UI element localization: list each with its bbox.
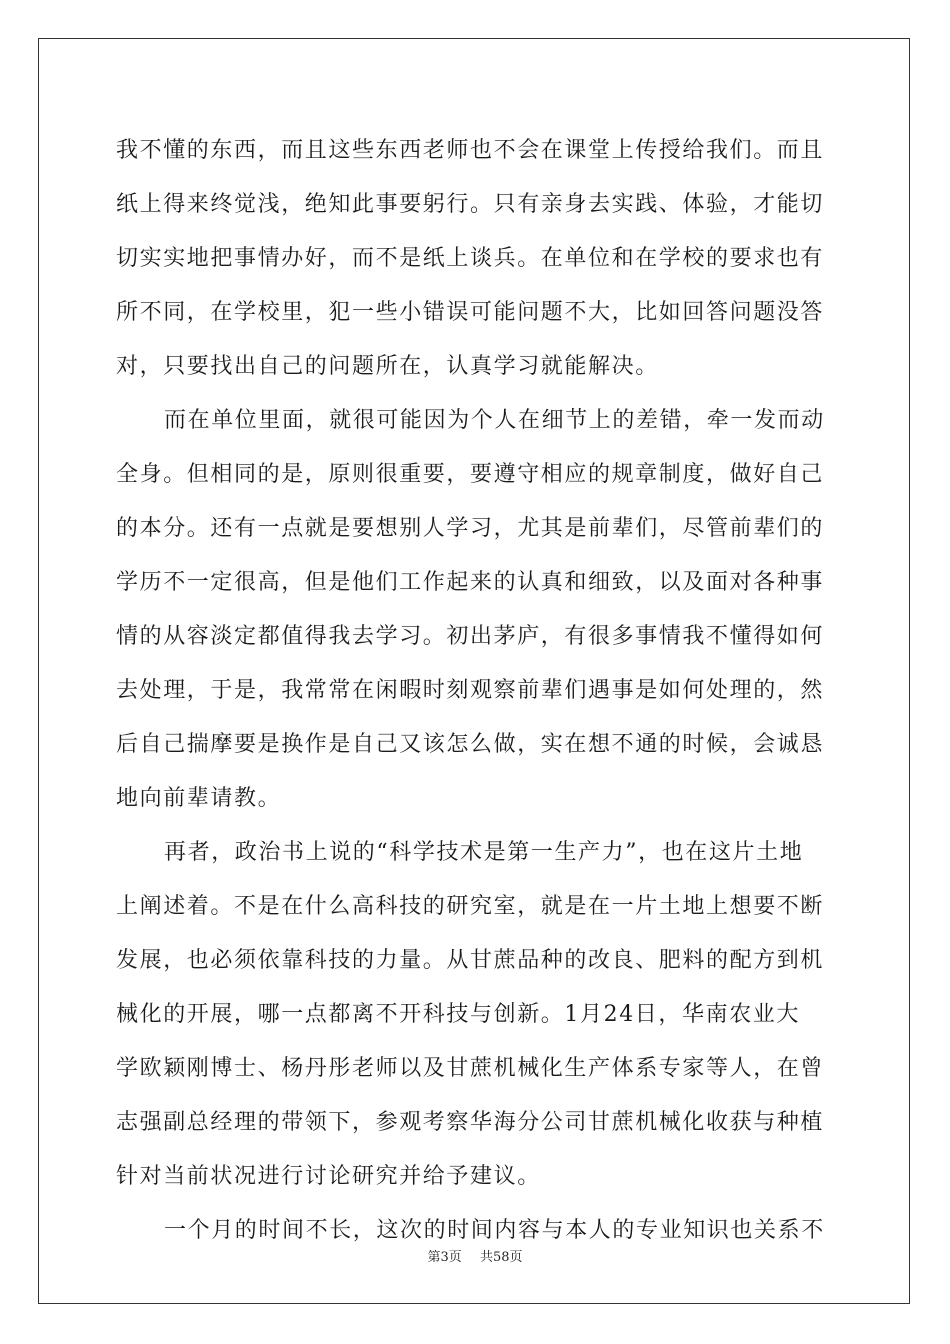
text-line: 针对当前状况进行讨论研究并给予建议。	[116, 1164, 541, 1189]
text-line: 学历不一定很高，但是他们工作起来的认真和细致，以及面对各种事	[116, 570, 825, 595]
text-line: 志强副总经理的带领下，参观考察华海分公司甘蔗机械化收获与种植	[116, 1110, 825, 1135]
text-line: 地向前辈请教。	[116, 786, 282, 811]
text-line: 我不懂的东西，而且这些东西老师也不会在课堂上传授给我们。而且	[116, 138, 825, 163]
paragraph-start-line: 而在单位里面，就很可能因为个人在细节上的差错，牵一发而动	[164, 408, 825, 433]
text-line: 学欧颖刚博士、杨丹彤老师以及甘蔗机械化生产体系专家等人，在曾	[116, 1056, 825, 1081]
text-line: 情的从容淡定都值得我去学习。初出茅庐，有很多事情我不懂得如何	[116, 624, 825, 649]
text-line: 所不同，在学校里，犯一些小错误可能问题不大，比如回答问题没答	[116, 300, 825, 325]
paragraph-start-line: 再者，政治书上说的“科学技术是第一生产力”，也在这片土地	[164, 840, 804, 865]
text-line: 的本分。还有一点就是要想别人学习，尤其是前辈们，尽管前辈们的	[116, 516, 825, 541]
text-line: 后自己揣摩要是换作是自己又该怎么做，实在想不通的时候，会诚恳	[116, 732, 825, 757]
total-pages: 共58页	[479, 1250, 523, 1265]
text-line: 切实实地把事情办好，而不是纸上谈兵。在单位和在学校的要求也有	[116, 246, 825, 271]
paragraph-start-line: 一个月的时间不长，这次的时间内容与本人的专业知识也关系不	[164, 1218, 825, 1243]
text-line: 去处理，于是，我常常在闲暇时刻观察前辈们遇事是如何处理的，然	[116, 678, 825, 703]
text-line: 上阐述着。不是在什么高科技的研究室，就是在一片土地上想要不断	[116, 894, 825, 919]
page-footer	[0, 1246, 950, 1265]
page-number: 第3页	[427, 1250, 462, 1265]
text-line: 发展，也必须依靠科技的力量。从甘蔗品种的改良、肥料的配方到机	[116, 948, 825, 973]
text-line: 械化的开展，哪一点都离不开科技与创新。1月24日，华南农业大	[116, 1002, 800, 1027]
text-line: 纸上得来终觉浅，绝知此事要躬行。只有亲身去实践、体验，才能切	[116, 192, 825, 217]
text-line: 对，只要找出自己的问题所在，认真学习就能解决。	[116, 354, 659, 379]
text-line: 全身。但相同的是，原则很重要，要遵守相应的规章制度，做好自己	[116, 462, 825, 487]
document-body	[116, 124, 836, 1258]
